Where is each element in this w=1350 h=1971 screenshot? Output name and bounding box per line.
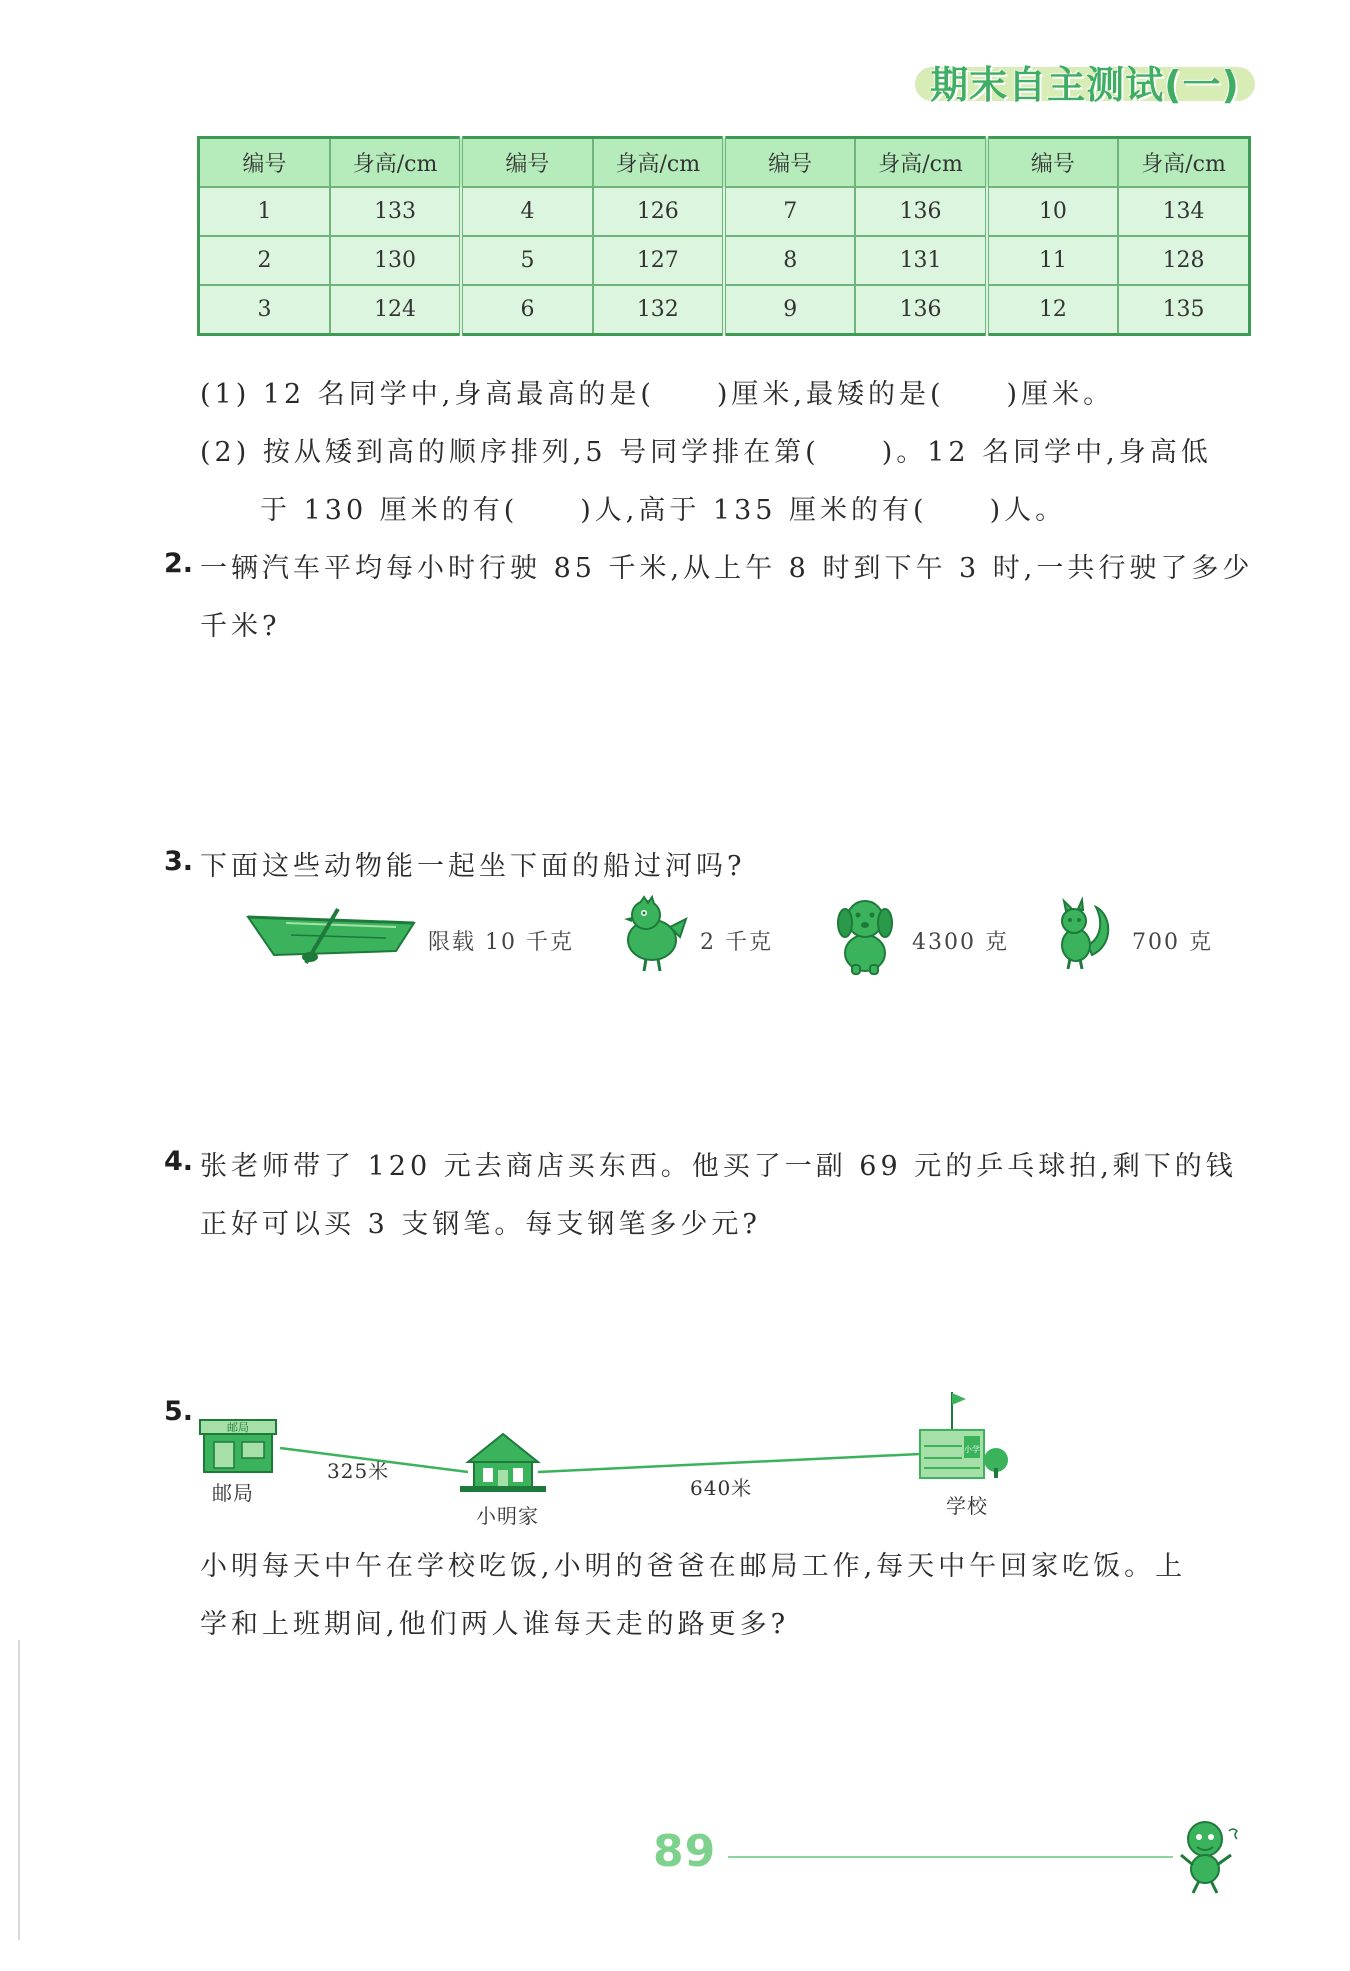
squirrel-icon — [1052, 895, 1112, 971]
post-office-label: 邮局 — [212, 1481, 254, 1505]
route-map — [190, 1390, 1050, 1530]
table-cell: 2 — [199, 236, 330, 285]
page-number: 89 — [653, 1826, 717, 1877]
q1-part2-line1: (2) 按从矮到高的顺序排列,5 号同学排在第( )。12 名同学中,身高低 — [200, 437, 1212, 468]
table-cell: 12 — [987, 285, 1118, 335]
table-cell: 128 — [1118, 236, 1249, 285]
table-cell: 126 — [593, 187, 724, 236]
column-header: 编号 — [724, 138, 855, 188]
home-label: 小明家 — [476, 1504, 539, 1528]
q1-part2-line2: 于 130 厘米的有( )人,高于 135 厘米的有( )人。 — [260, 495, 1067, 526]
school-icon — [920, 1392, 1008, 1478]
distance-post-home: 325米 — [327, 1459, 390, 1483]
column-header: 身高/cm — [330, 138, 461, 188]
table-cell: 9 — [724, 285, 855, 335]
section-banner — [915, 55, 1255, 107]
q4-line2: 正好可以买 3 支钢笔。每支钢笔多少元? — [200, 1209, 761, 1240]
table-cell: 131 — [855, 236, 986, 285]
table-cell: 6 — [461, 285, 592, 335]
q5-line2: 学和上班期间,他们两人谁每天走的路更多? — [200, 1609, 790, 1640]
boat-icon — [246, 905, 416, 965]
chicken-weight-label: 2 千克 — [700, 930, 773, 955]
dog-icon — [830, 893, 900, 975]
column-header: 编号 — [199, 138, 330, 188]
table-cell: 130 — [330, 236, 461, 285]
q2-line2: 千米? — [200, 611, 281, 642]
column-header: 身高/cm — [593, 138, 724, 188]
table-cell: 132 — [593, 285, 724, 335]
dog-weight-label: 4300 克 — [912, 930, 1009, 955]
q2-line1: 一辆汽车平均每小时行驶 85 千米,从上午 8 时到下午 3 时,一共行驶了多少 — [200, 553, 1254, 584]
post-office-icon — [200, 1420, 276, 1472]
table-cell: 3 — [199, 285, 330, 335]
footer-divider — [728, 1856, 1173, 1858]
home-icon — [460, 1434, 546, 1492]
binding-margin-line — [18, 1640, 20, 1940]
table-row — [199, 187, 1250, 236]
height-table — [197, 136, 1251, 336]
q5-number: 5. — [164, 1396, 194, 1427]
q4-line1: 张老师带了 120 元去商店买东西。他买了一副 69 元的乒乓球拍,剩下的钱 — [200, 1151, 1237, 1182]
section-title: 期末自主测试(一) — [930, 62, 1240, 107]
table-cell: 134 — [1118, 187, 1249, 236]
distance-home-school: 640米 — [690, 1476, 753, 1500]
table-cell: 133 — [330, 187, 461, 236]
table-cell: 11 — [987, 236, 1118, 285]
mascot-icon — [1175, 1815, 1245, 1895]
table-cell: 136 — [855, 187, 986, 236]
table-cell: 124 — [330, 285, 461, 335]
squirrel-weight-label: 700 克 — [1132, 930, 1213, 955]
q1-part1: (1) 12 名同学中,身高最高的是( )厘米,最矮的是( )厘米。 — [200, 379, 1115, 410]
school-label: 学校 — [946, 1494, 988, 1518]
q3-text: 下面这些动物能一起坐下面的船过河吗? — [200, 851, 746, 882]
school-sign-text: 小学 — [964, 1445, 980, 1454]
chicken-icon — [620, 895, 690, 975]
table-cell: 127 — [593, 236, 724, 285]
column-header: 身高/cm — [1118, 138, 1249, 188]
q4-number: 4. — [164, 1146, 194, 1177]
table-cell: 5 — [461, 236, 592, 285]
table-row — [199, 285, 1250, 335]
table-cell: 10 — [987, 187, 1118, 236]
table-cell: 8 — [724, 236, 855, 285]
boat-limit-label: 限载 10 千克 — [428, 930, 574, 955]
table-cell: 7 — [724, 187, 855, 236]
table-header-row — [199, 138, 1250, 188]
table-cell: 4 — [461, 187, 592, 236]
column-header: 编号 — [987, 138, 1118, 188]
table-cell: 136 — [855, 285, 986, 335]
road-home-school — [538, 1454, 920, 1472]
column-header: 编号 — [461, 138, 592, 188]
q3-number: 3. — [164, 846, 194, 877]
q2-number: 2. — [164, 548, 194, 579]
table-cell: 1 — [199, 187, 330, 236]
column-header: 身高/cm — [855, 138, 986, 188]
q5-line1: 小明每天中午在学校吃饭,小明的爸爸在邮局工作,每天中午回家吃饭。上 — [200, 1551, 1187, 1582]
post-sign-text: 邮局 — [227, 1421, 249, 1434]
table-row — [199, 236, 1250, 285]
table-cell: 135 — [1118, 285, 1249, 335]
